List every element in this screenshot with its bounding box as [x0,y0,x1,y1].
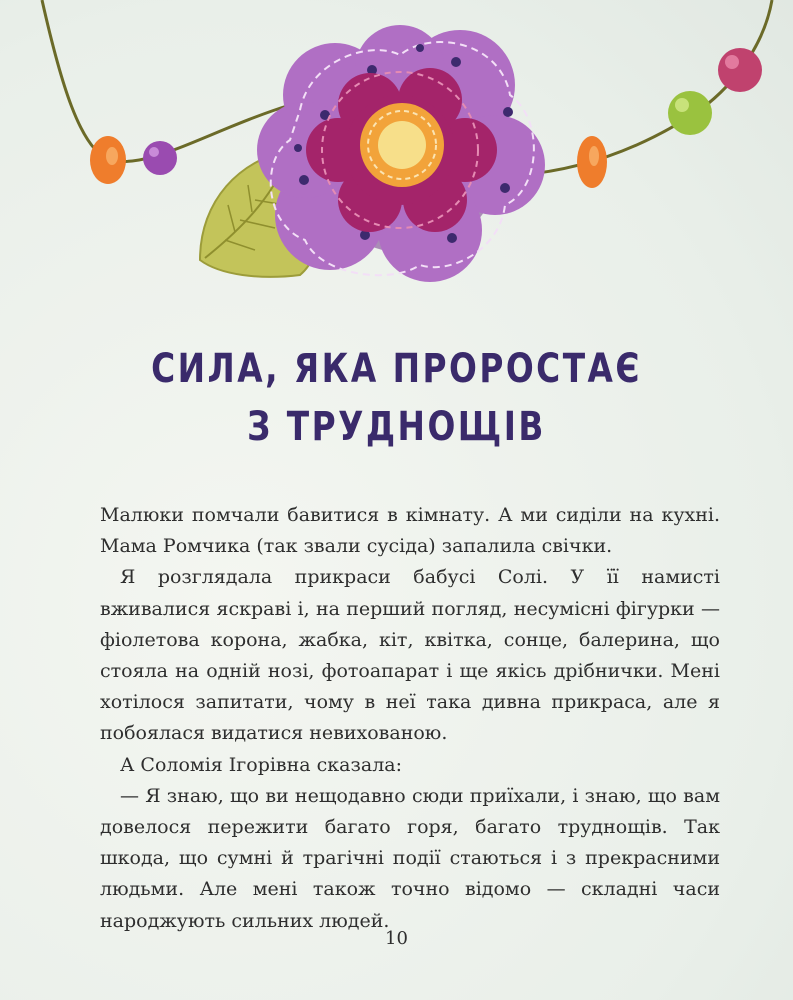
paragraph-1: Малюки помчали бавитися в кімнату. А ми сиділи на кухні. Мама Ромчика (так звали сусіда) запалила свічки. [100,504,720,558]
purple-bead-left [143,141,177,175]
title-line-2: З ТРУДНОЩІВ [247,404,546,450]
pink-bead-right [718,48,762,92]
orange-bead-left [90,136,126,184]
paragraph-4: — Я знаю, що ви нещодавно сюди приїхали, і знаю, що вам довелося пережити багато горя, багато труднощів. Так шкода, що сумні й трагічні події стаються і з прекрасними людьми. Але мені також точно відомо — складні часи народжують сильних людей. [100,784,720,932]
page-title [0,340,793,456]
story-text [100,500,720,937]
green-bead-right [668,91,712,135]
title-line-1: СИЛА, ЯКА ПРОРОСТАЄ [151,346,642,392]
flower-necklace-illustration [0,0,793,300]
flower-center [360,103,444,187]
paragraph-3: А Соломія Ігорівна сказала: [120,753,402,776]
paragraph-2: Я розглядала прикраси бабусі Солі. У її намисті вживалися яскраві і, на перший погляд, несумісні фігурки — фіолетова корона, жабка, кіт, квітка, сонце, балерина, що стояла на одній нозі, фотоапарат і ще якісь дрібнички. Мені хотілося запитати, чому в неї така дивна прикраса, але я побоялася видатися невихованою. [100,566,720,745]
page-number: 10 [385,928,408,949]
orange-bead-right [577,136,607,188]
necklace-cord-left [42,0,290,162]
